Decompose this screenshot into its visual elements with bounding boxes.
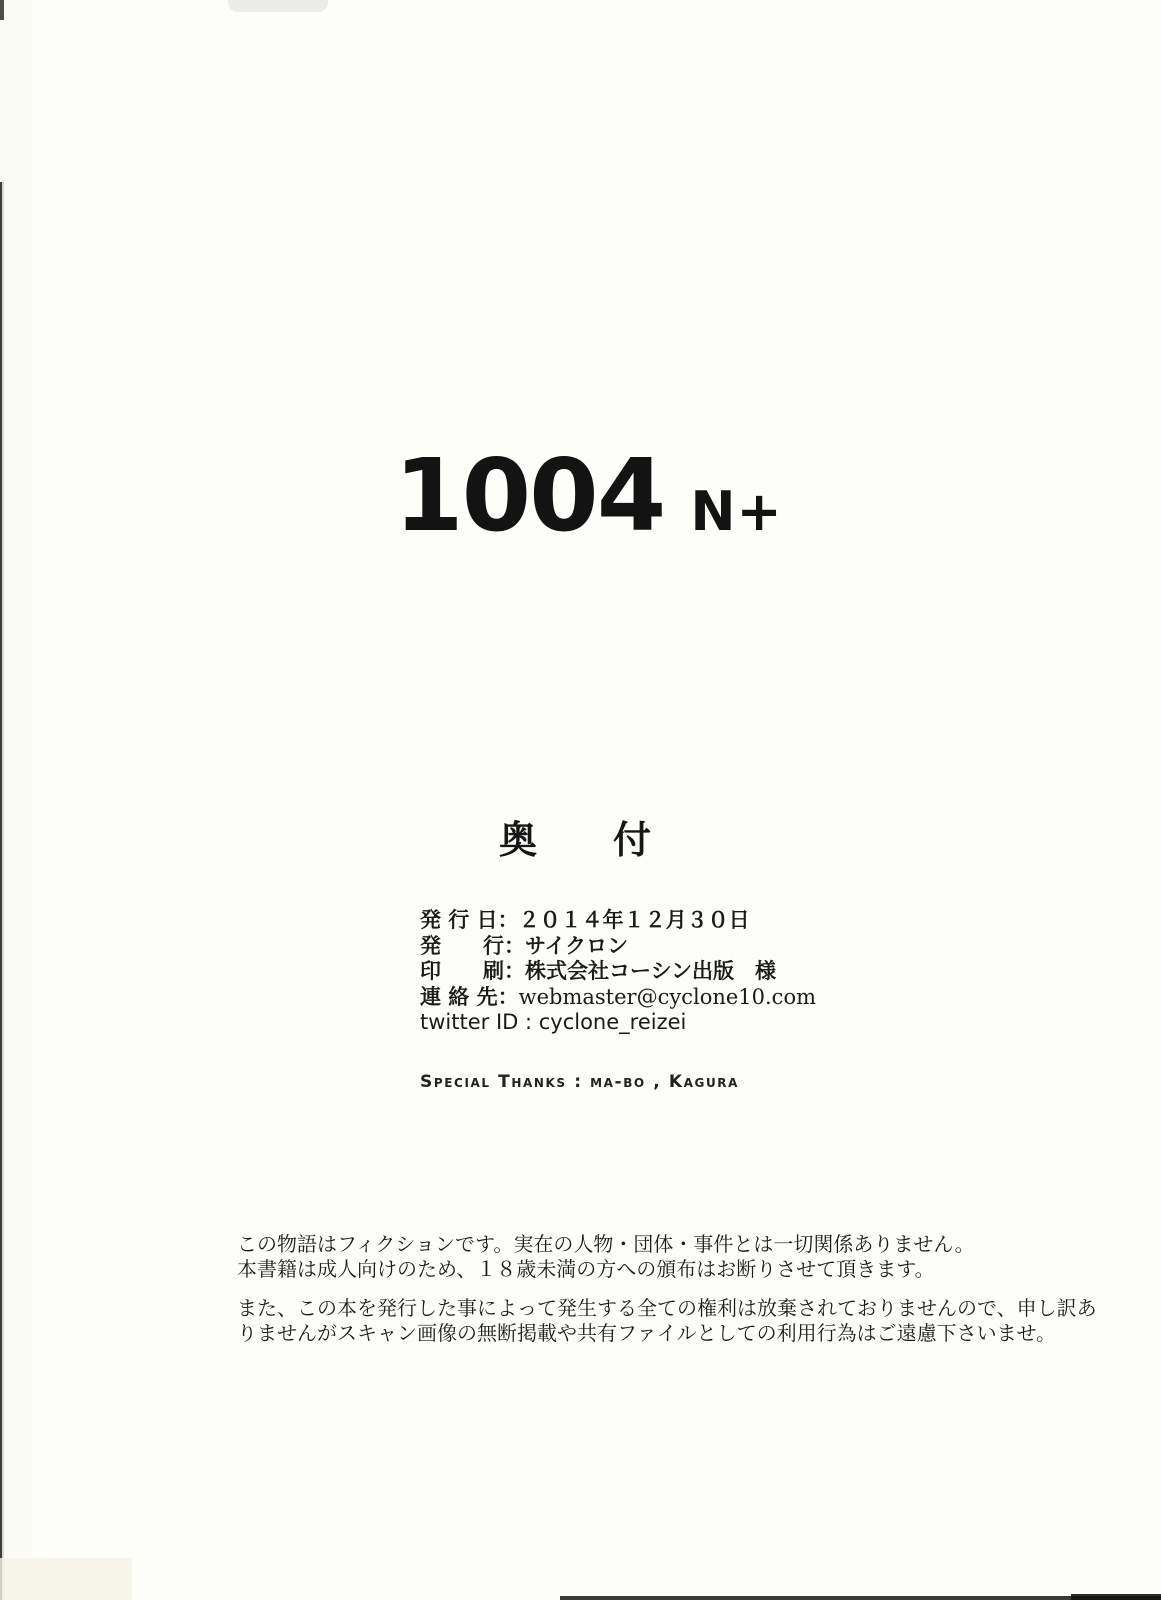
publisher-value: サイクロン	[525, 933, 629, 958]
twitter-id-label: twitter ID :	[420, 1010, 539, 1034]
disclaimer-line: りませんがスキャン画像の無断掲載や共有ファイルとしての利用行為はご遠慮下さいませ。	[237, 1321, 1056, 1345]
colophon-heading: 奥 付	[498, 818, 652, 862]
disclaimer-paragraph-1	[237, 1232, 1137, 1282]
disclaimer-line: この物語はフィクションです。実在の人物・団体・事件とは一切関係ありません。	[237, 1232, 975, 1256]
colophon-row-twitter	[420, 1010, 816, 1036]
scan-corner-mark	[0, 0, 4, 20]
twitter-id-value: cyclone_reizei	[538, 1010, 687, 1034]
paper-tint	[0, 0, 60, 1600]
scan-edge-bottom-right	[1071, 1594, 1161, 1600]
scan-edge-left-shadow	[2, 182, 4, 1600]
contact-label: 連 絡 先：	[420, 984, 519, 1009]
colophon-info	[420, 908, 816, 1036]
special-thanks: Special Thanks : ma-bo , Kagura	[420, 1072, 740, 1092]
colophon-row-publisher	[420, 934, 816, 960]
printer-value: 株式会社コーシン出版 様	[525, 959, 777, 983]
disclaimer-line: また、この本を発行した事によって発生する全ての権利は放棄されておりませんので、申し訳あ	[237, 1296, 1097, 1320]
disclaimer-line: 本書籍は成人向けのため、１８歳未満の方への頒布はお断りさせて頂きます。	[237, 1257, 935, 1281]
book-title-suffix: N+	[690, 480, 783, 543]
scan-patch-bottom-left	[0, 1558, 132, 1600]
publisher-label: 発 行：	[420, 933, 525, 958]
publish-date-value: ２０１４年１２月３０日	[518, 908, 750, 932]
colophon-row-printer	[420, 959, 816, 985]
book-title	[394, 437, 783, 554]
book-title-number: 1004	[394, 437, 665, 554]
disclaimer-paragraph-2	[237, 1296, 1137, 1346]
contact-email: webmaster@cyclone10.com	[518, 984, 816, 1009]
colophon-row-publish-date	[420, 908, 816, 934]
scan-smudge-top	[228, 0, 328, 12]
publish-date-label: 発 行 日：	[420, 908, 519, 932]
printer-label: 印 刷：	[420, 959, 525, 983]
disclaimer-block	[237, 1232, 1137, 1346]
colophon-row-contact	[420, 985, 816, 1011]
